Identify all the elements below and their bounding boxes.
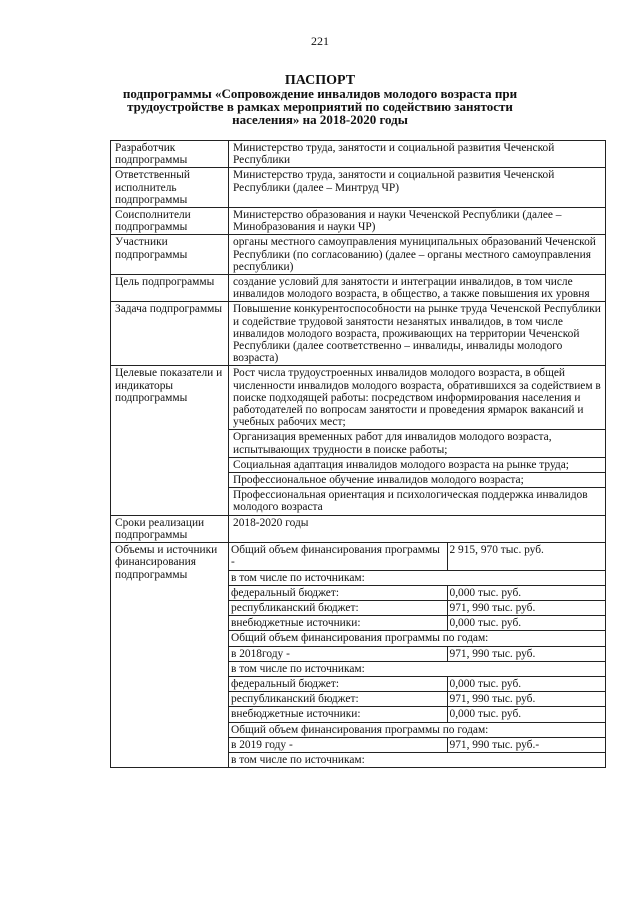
document-title xyxy=(60,74,580,126)
fin-row xyxy=(229,707,605,722)
table-row-targets xyxy=(111,366,606,515)
row-value: Министерство образования и науки Чеченской Республики (далее – Минобразования и науки ЧР) xyxy=(229,208,606,235)
fin-amount: 971, 990 тыс. руб.- xyxy=(447,737,605,752)
table-row xyxy=(111,275,606,302)
row-label: Задача подпрограммы xyxy=(111,302,229,366)
fin-label: внебюджетные источники: xyxy=(229,616,447,631)
target-item: Рост числа трудоустроенных инвалидов молодого возраста, в общей численности инвалидов молодого возраста, обратившихся за содействием в поиске подходящей работы: посредством информирования населения и работодателей по вопросам занятости и проведения ярмарок вакансий и учебных рабочих мест; xyxy=(229,366,605,430)
fin-label: республиканский бюджет: xyxy=(229,692,447,707)
fin-row xyxy=(229,585,605,600)
fin-label: в 2018году - xyxy=(229,646,447,661)
target-item: Профессиональная ориентация и психологическая поддержка инвалидов молодого возраста xyxy=(233,489,588,514)
fin-label: в 2019 году - xyxy=(229,737,447,752)
table-row xyxy=(111,208,606,235)
fin-amount: 971, 990 тыс. руб. xyxy=(447,600,605,615)
fin-label: федеральный бюджет: xyxy=(229,585,447,600)
table-row xyxy=(111,235,606,275)
row-value: Министерство труда, занятости и социальной развития Чеченской Республики (далее – Минтруд ЧР) xyxy=(229,168,606,208)
fin-row xyxy=(229,631,605,646)
target-item: Профессиональное обучение инвалидов молодого возраста; xyxy=(229,473,605,488)
row-value: органы местного самоуправления муниципальных образований Чеченской Республики (по согласованию) (далее – органы местного самоуправления республики) xyxy=(229,235,606,275)
row-label: Объемы и источники финансирования подпрограммы xyxy=(111,543,229,768)
fin-row xyxy=(229,646,605,661)
fin-row xyxy=(229,570,605,585)
fin-amount: 971, 990 тыс. руб. xyxy=(447,692,605,707)
row-label: Участники подпрограммы xyxy=(111,235,229,275)
title-line-2: подпрограммы «Сопровождение инвалидов молодого возраста при xyxy=(122,86,518,101)
fin-label: республиканский бюджет: xyxy=(229,600,447,615)
fin-row xyxy=(229,722,605,737)
fin-label: Общий объем финансирования программы - xyxy=(229,543,447,570)
table-row xyxy=(111,141,606,168)
fin-note: Общий объем финансирования программы по годам: xyxy=(229,722,605,737)
row-value: 2018-2020 годы xyxy=(229,515,606,542)
fin-row xyxy=(229,661,605,676)
fin-row xyxy=(229,692,605,707)
fin-amount: 0,000 тыс. руб. xyxy=(447,585,605,600)
row-value: Повышение конкурентоспособности на рынке труда Чеченской Республики и содействие трудовой занятости незанятых инвалидов, в том числе инвалидов молодого возраста, проживающих на территории Чеченской Республики (далее соответственно – инвалиды, инвалиды молодого возраста) xyxy=(229,302,606,366)
fin-row xyxy=(229,600,605,615)
page-number: 221 xyxy=(311,34,329,48)
fin-row xyxy=(229,676,605,691)
title-line-3: трудоустройстве в рамках мероприятий по содействию занятости xyxy=(127,99,513,114)
fin-label: федеральный бюджет: xyxy=(229,676,447,691)
fin-note: Общий объем финансирования программы по годам: xyxy=(229,631,605,646)
financing-table xyxy=(229,543,605,767)
fin-note: в том числе по источникам: xyxy=(231,753,365,766)
target-item: Организация временных работ для инвалидов молодого возраста, испытывающих трудности в поиске работы; xyxy=(229,430,605,457)
row-value: Министерство труда, занятости и социальной развития Чеченской Республики xyxy=(229,141,606,168)
row-label: Соисполнители подпрограммы xyxy=(111,208,229,235)
fin-row xyxy=(229,543,605,570)
fin-amount: 971, 990 тыс. руб. xyxy=(447,646,605,661)
table-row xyxy=(111,168,606,208)
row-label: Ответственный исполнитель подпрограммы xyxy=(111,168,229,208)
financing-cell xyxy=(229,543,606,768)
row-value: создание условий для занятости и интеграции инвалидов, в том числе инвалидов молодого возраста, в общество, а также повышения их уровня xyxy=(229,275,606,302)
passport-table xyxy=(110,140,606,768)
title-line-4: населения» на 2018-2020 годы xyxy=(232,112,408,127)
table-row-terms xyxy=(111,515,606,542)
title-heading: ПАСПОРТ xyxy=(284,73,356,88)
fin-row xyxy=(229,737,605,752)
fin-amount: 0,000 тыс. руб. xyxy=(447,676,605,691)
fin-row xyxy=(229,752,605,767)
row-label: Сроки реализации подпрограммы xyxy=(111,515,229,542)
target-item: Социальная адаптация инвалидов молодого возраста на рынке труда; xyxy=(229,458,605,473)
fin-note: в том числе по источникам: xyxy=(229,570,605,585)
targets-list xyxy=(229,366,606,515)
fin-row xyxy=(229,616,605,631)
fin-note: в том числе по источникам: xyxy=(229,661,605,676)
fin-amount: 2 915, 970 тыс. руб. xyxy=(447,543,605,570)
fin-amount: 0,000 тыс. руб. xyxy=(447,616,605,631)
row-label: Цель подпрограммы xyxy=(111,275,229,302)
table-row xyxy=(111,302,606,366)
row-label: Разработчик подпрограммы xyxy=(111,141,229,168)
row-label: Целевые показатели и индикаторы подпрограммы xyxy=(111,366,229,515)
table-row-financing xyxy=(111,543,606,768)
fin-amount: 0,000 тыс. руб. xyxy=(447,707,605,722)
fin-label: внебюджетные источники: xyxy=(229,707,447,722)
